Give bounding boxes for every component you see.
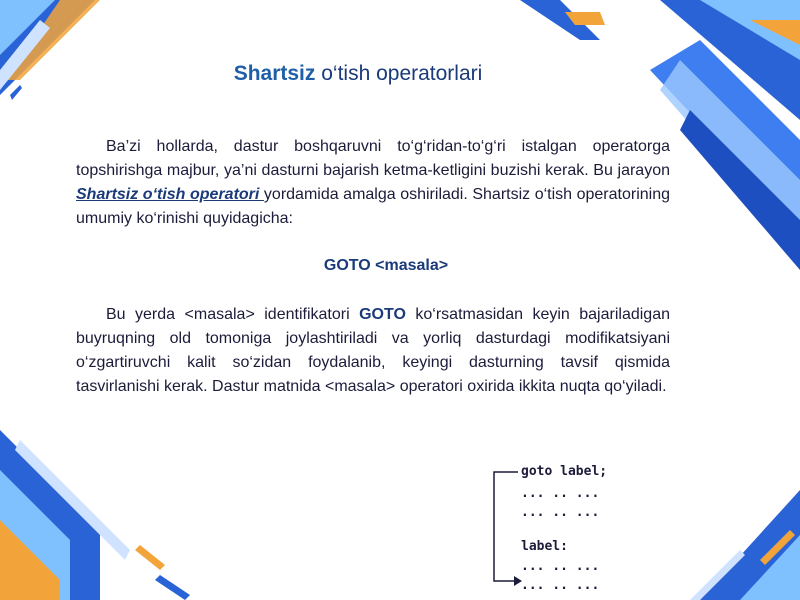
code-label-line: label: xyxy=(521,539,568,554)
title-strong: Shartsiz xyxy=(233,62,316,85)
paragraph-intro-text-2: yordamida amalga oshiriladi. Shartsiz o‘tish operatorining umumiy ko‘rinishi quyidagicha: xyxy=(76,186,670,227)
title-rest: o‘tish operatorlari xyxy=(315,62,483,85)
code-filler-line: ... .. ... xyxy=(521,578,600,593)
slide-title xyxy=(0,62,716,86)
decor-bottom-right xyxy=(690,490,800,600)
code-filler-line: ... .. ... xyxy=(521,505,600,520)
paragraph-intro xyxy=(76,135,670,231)
paragraph-explanation-text-2: ko‘rsatmasidan keyin bajariladigan buyruqning old tomoniga joylashtiriladi va yorliq dasturdagi modifikatsiyani o‘zgartiruvchi kalit so‘zidan foydalanib, keyingi dasturning tavsif qismida tasvirlanishi kerak. Dastur matnida <masala> operatori oxirida ikkita nuqta qo‘yiladi. xyxy=(76,306,670,395)
code-filler-line: ... .. ... xyxy=(521,559,600,574)
term-link[interactable]: Shartsiz o‘tish operatori xyxy=(76,186,264,203)
goto-keyword: GOTO xyxy=(359,306,406,323)
decor-bottom-left xyxy=(0,430,190,600)
paragraph-explanation xyxy=(76,303,670,399)
paragraph-intro-text-1: Ba’zi hollarda, dastur boshqaruvni to‘g‘ridan-to‘g‘ri istalgan operatorga topshirishga majbur, ya’ni dasturni bajarish ketma-ketligini buzishi kerak. Bu jarayon xyxy=(76,138,670,179)
paragraph-explanation-text-1: Bu yerda <masala> identifikatori xyxy=(106,306,360,323)
goto-syntax: GOTO <masala> xyxy=(323,257,449,274)
code-goto-line: goto label; xyxy=(521,464,608,479)
code-filler-line: ... .. ... xyxy=(521,486,600,501)
